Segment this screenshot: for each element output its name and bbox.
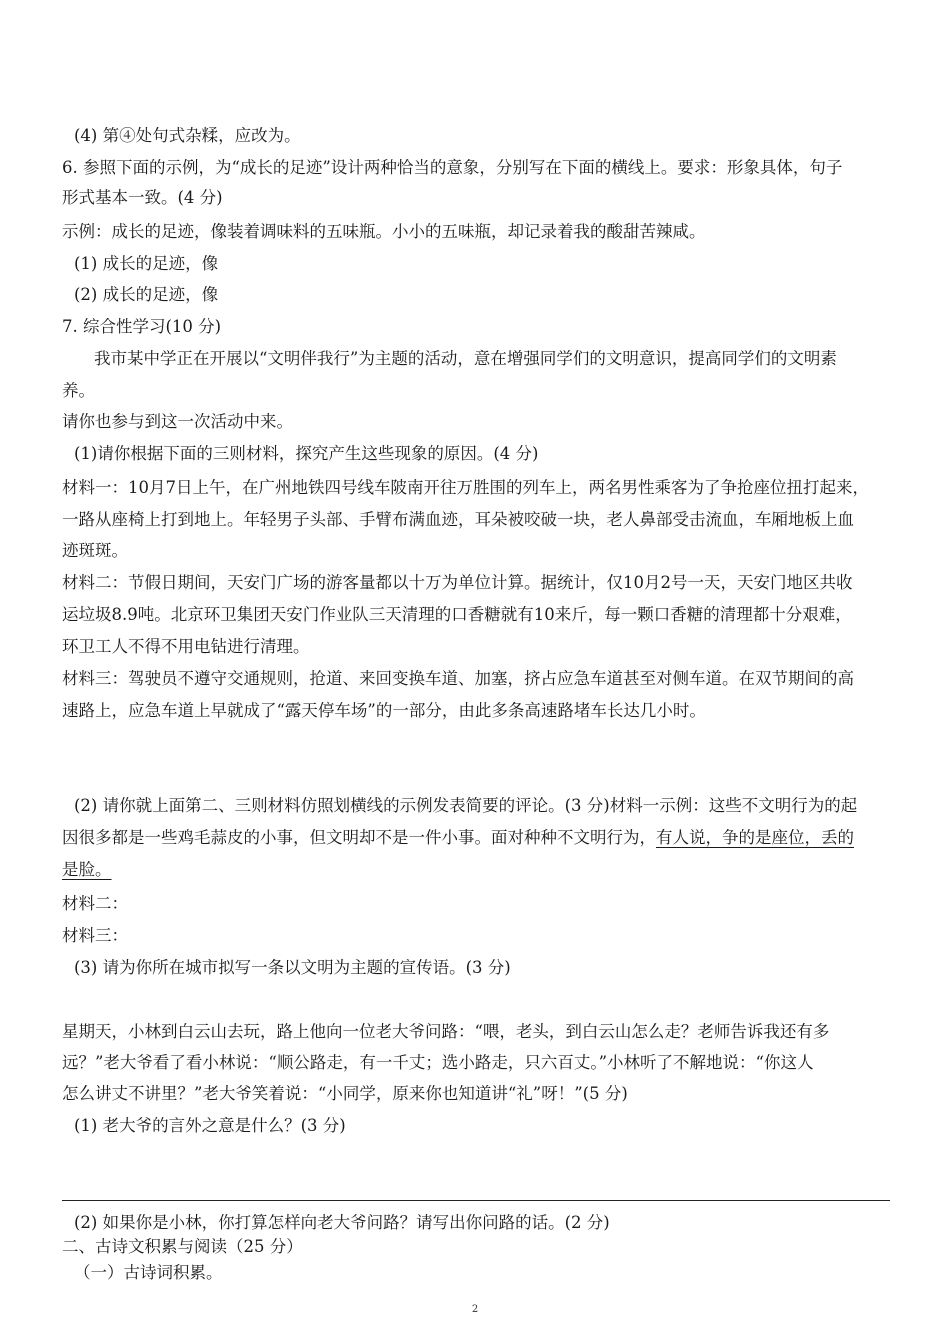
- story-line-1: 星期天，小林到白云山去玩，路上他向一位老大爷问路：“喂，老头，到白云山怎么走？老师告诉我还有多: [62, 1022, 830, 1041]
- answer-line: [62, 1200, 890, 1201]
- question-7-part-2: (2) 请你就上面第二、三则材料仿照划横线的示例发表简要的评论。(3 分)材料一示例：这些不文明行为的起: [74, 796, 858, 815]
- question-7-part-2-example: [62, 827, 854, 849]
- question-7-intro: 我市某中学正在开展以“文明伴我行”为主题的活动，意在增强同学们的文明意识，提高同学们的文明素: [94, 349, 837, 368]
- story-question-1: (1) 老大爷的言外之意是什么？(3 分): [74, 1116, 346, 1135]
- material-2-line-1: 材料二：节假日期间，天安门广场的游客量都以十万为单位计算。据统计，仅10月2号一天，天安门地区共收: [62, 573, 853, 592]
- underlined-example-cont: 是脸。: [62, 860, 112, 879]
- question-7-instruction: 请你也参与到这一次活动中来。: [62, 412, 293, 431]
- material-1-line-3: 迹斑斑。: [62, 541, 128, 560]
- story-line-2: 远？”老大爷看了看小林说：“顺公路走，有一千丈；选小路走，只六百丈。”小林听了不解地说：“你这人: [62, 1053, 814, 1072]
- section-2-subheading: （一）古诗词积累。: [74, 1263, 223, 1282]
- question-7-part-3: (3) 请为你所在城市拟写一条以文明为主题的宣传语。(3 分): [74, 958, 511, 977]
- story-question-2: (2) 如果你是小林，你打算怎样向老大爷问路？请写出你问路的话。(2 分): [74, 1213, 610, 1232]
- question-6-item-1: (1) 成长的足迹，像: [74, 254, 219, 273]
- question-6-example: 示例：成长的足迹，像装着调味料的五味瓶。小小的五味瓶，却记录着我的酸甜苦辣咸。: [62, 222, 706, 241]
- question-7-part-1: (1)请你根据下面的三则材料，探究产生这些现象的原因。(4 分): [74, 444, 539, 463]
- story-line-3: 怎么讲丈不讲里？”老大爷笑着说：“小同学，原来你也知道讲“礼”呀！”(5 分): [62, 1084, 628, 1103]
- question-6-prompt-cont: 形式基本一致。(4 分): [62, 188, 223, 207]
- question-6-item-2: (2) 成长的足迹，像: [74, 285, 219, 304]
- material-2-line-3: 环卫工人不得不用电钻进行清理。: [62, 637, 310, 656]
- page-number: 2: [471, 1304, 479, 1315]
- material-3-line-2: 速路上，应急车道上早就成了“露天停车场”的一部分，由此多条高速路堵车长达几小时。: [62, 701, 706, 720]
- example-text: 因很多都是一些鸡毛蒜皮的小事，但文明却不是一件小事。面对种种不文明行为，: [62, 828, 656, 847]
- question-7-intro-cont: 养。: [62, 381, 95, 400]
- question-6-prompt: 6. 参照下面的示例，为“成长的足迹”设计两种恰当的意象，分别写在下面的横线上。要求：形象具体，句子: [62, 158, 843, 177]
- material-2-answer-label: 材料二：: [62, 894, 128, 913]
- material-3-answer-label: 材料三：: [62, 926, 128, 945]
- material-3-line-1: 材料三：驾驶员不遵守交通规则，抢道、来回变换车道、加塞，挤占应急车道甚至对侧车道。在双节期间的高: [62, 669, 854, 688]
- material-2-line-2: 运垃圾8.9吨。北京环卫集团天安门作业队三天清理的口香糖就有10来斤，每一颗口香糖的清理都十分艰难，: [62, 605, 852, 624]
- question-7-heading: 7. 综合性学习(10 分): [62, 317, 222, 336]
- underlined-example: 有人说，争的是座位，丢的: [656, 828, 854, 847]
- material-1-line-2: 一路从座椅上打到地上。年轻男子头部、手臂布满血迹，耳朵被咬破一块，老人鼻部受击流血，车厢地板上血: [62, 510, 854, 529]
- question-5-item-4: (4) 第④处句式杂糅，应改为。: [74, 126, 301, 145]
- material-1-line-1: 材料一：10月7日上午，在广州地铁四号线车陂南开往万胜围的列车上，两名男性乘客为了争抢座位扭打起来，: [62, 478, 869, 497]
- section-2-heading: 二、古诗文积累与阅读（25 分）: [62, 1237, 303, 1256]
